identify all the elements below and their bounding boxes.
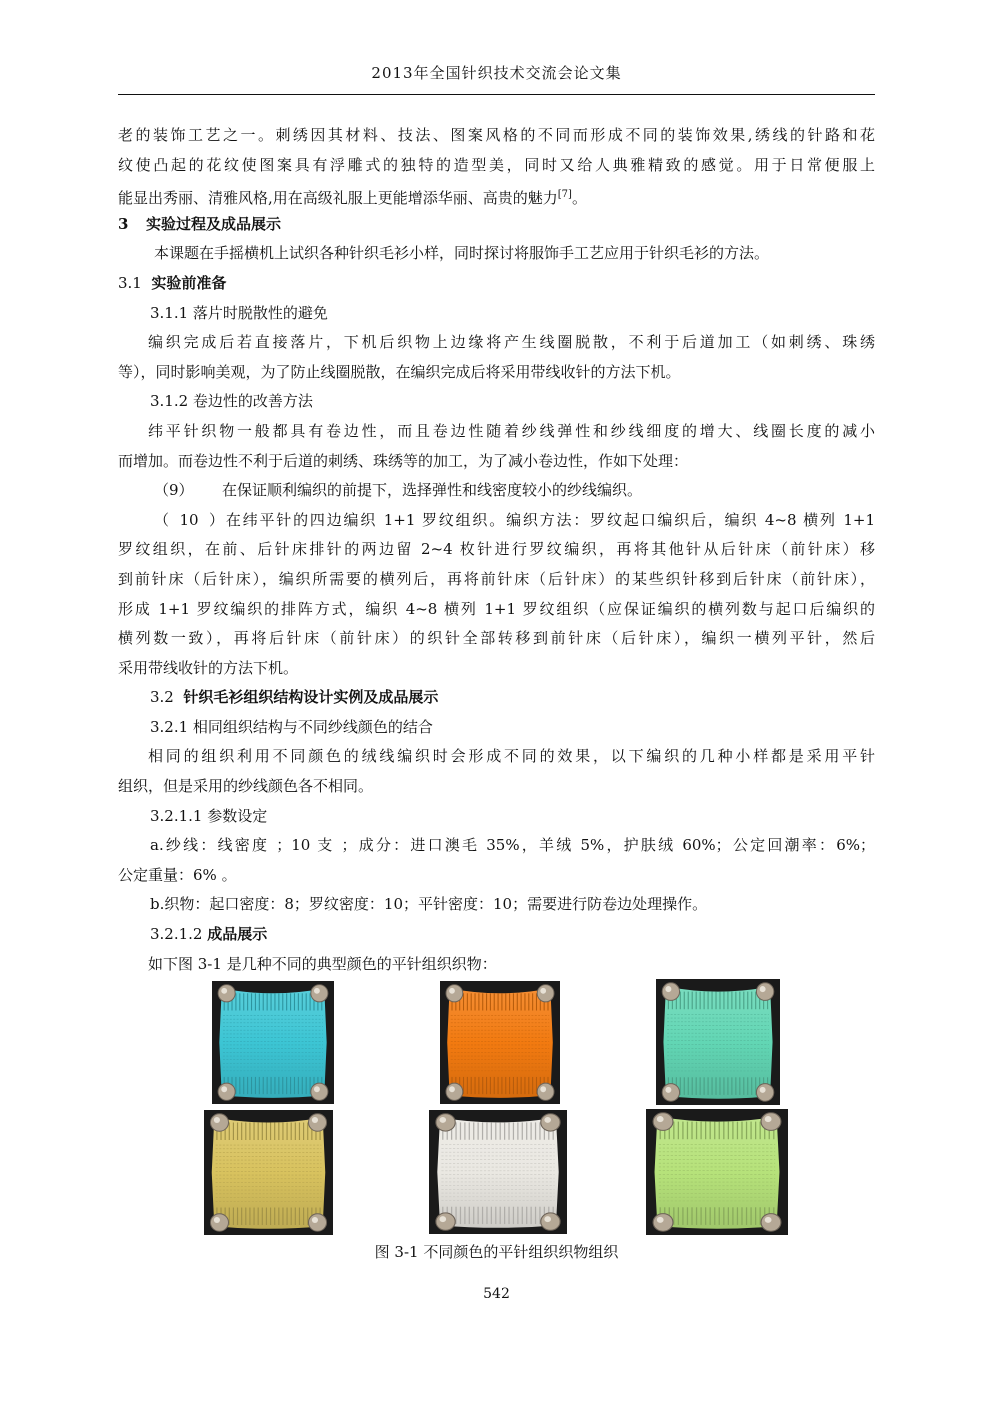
section-title: 成品展示 [207,925,268,944]
section-heading-3-2 [118,683,875,713]
swatch-illustration [204,1110,333,1235]
list-number: （9） [154,481,194,500]
pin [308,1214,326,1232]
list-number: （10） [154,510,224,529]
section-number: 3.2 [150,688,174,707]
pin [761,1214,781,1232]
pin [311,985,328,1002]
paragraph-line: a.纱线：线密度 ；10 支 ；成分：进口澳毛 35%，羊绒 5%，护肤绒 60%；公定回潮率：6%； [150,836,875,855]
swatch-photo-cyan [212,981,334,1104]
pin [218,1083,235,1100]
paragraph-line: 纹使凸起的花纹使图案具有浮雕式的独特的造型美，同时又给人典雅精致的感觉。用于日常便服上 [118,155,875,174]
header-rule [118,94,875,95]
subsection-heading-3-1-2: 3.1.2 卷边性的改善方法 [150,392,313,411]
paragraph-line: 形成 1+1 罗纹编织的排阵方式，编织 4~8 横列 1+1 罗纹组织（应保证编织的横列数与起口后编织的 [118,599,875,618]
section-number: 3.1 [118,273,142,292]
pin [308,1114,326,1132]
subsection-heading-3-2-1: 3.2.1 相同组织结构与不同纱线颜色的结合 [150,717,433,736]
section-title: 针织毛衫组织结构设计实例及成品展示 [183,688,439,707]
paragraph-line: 公定重量：6% 。 [118,865,237,884]
paragraph-line: 如下图 3-1 是几种不同的典型颜色的平针组织织物： [148,954,497,973]
paragraph-line: 罗纹组织，在前、后针床排针的两边留 2~4 枚针进行罗纹编织，再将其他针从后针床（前针床）移 [118,540,875,559]
section-heading-3-1 [118,269,875,299]
section-number: 3 [118,214,129,233]
list-item-9 [118,476,875,506]
pin [756,1084,773,1102]
swatch-photo-lime [646,1109,788,1235]
section-title: 实验前准备 [151,273,227,292]
pin [311,1083,328,1100]
running-header: 2013年全国针织技术交流会论文集 [371,64,622,82]
body-text [118,121,875,979]
citation-ref: [7] [557,189,572,201]
pin [446,1083,463,1100]
pin [756,983,773,1001]
swatch-illustration [440,981,560,1104]
paragraph-line: 老的装饰工艺之一。刺绣因其材料、技法、图案风格的不同而形成不同的装饰效果,绣线的针路和花 [118,126,875,144]
swatch-illustration [656,979,780,1105]
pin [218,985,235,1002]
pin [662,1084,679,1102]
pin [210,1114,228,1132]
figure-caption: 图 3-1 不同颜色的平针组织织物组织 [374,1243,619,1261]
swatch-photo-yellow [204,1110,333,1235]
pin [653,1214,673,1232]
paragraph-line: 等），同时影响美观，为了防止线圈脱散，在编织完成后将采用带线收针的方法下机。 [118,362,681,381]
swatch-illustration [646,1109,788,1235]
section-title: 实验过程及成品展示 [146,214,282,233]
subsection-heading-3-2-1-1: 3.2.1.1 参数设定 [150,806,268,825]
pin [761,1113,781,1131]
paragraph-line: 纬平针织物一般都具有卷边性，而且卷边性随着纱线弹性和纱线细度的增大、线圈长度的减小 [148,421,875,440]
swatch-illustration [429,1110,567,1234]
swatch-photo-orange [440,981,560,1104]
section-number: 3.2.1.2 [150,925,208,944]
subsection-heading-3-1-1: 3.1.1 落片时脱散性的避免 [150,303,328,322]
swatch-photo-white [429,1110,567,1234]
pin [446,985,463,1002]
paragraph-text: 能显出秀丽、清雅风格,用在高级礼服上更能增添华丽、高贵的魅力 [118,189,558,208]
pin [537,1083,554,1100]
paragraph-text: 。 [571,189,587,208]
pin [541,1213,560,1230]
paragraph-line: 组织，但是采用的纱线颜色各不相同。 [118,777,374,796]
section-heading-3 [118,210,875,240]
paragraph-line: 编织完成后若直接落片，下机后织物上边缘将产生线圈脱散，不利于后道加工（如刺绣、珠绣 [148,333,875,352]
paragraph-line: 采用带线收针的方法下机。 [118,658,299,677]
list-text: 在保证顺利编织的前提下，选择弹性和线密度较小的纱线编织。 [222,481,643,500]
paragraph-line: b.织物：起口密度：8；罗纹密度：10；平针密度：10；需要进行防卷边处理操作。 [150,895,708,914]
pin [537,985,554,1002]
subsection-heading-3-2-1-2 [118,920,875,950]
pin [662,983,679,1001]
paragraph-line: 而增加。而卷边性不利于后道的刺绣、珠绣等的加工，为了减小卷边性，作如下处理： [118,451,689,470]
pin [210,1214,228,1232]
paragraph-line: 横列数一致），再将后针床（前针床）的织针全部转移到前针床（后针床），编织一横列平针，然后 [118,629,875,648]
pin [653,1113,673,1131]
pin [436,1114,455,1131]
list-item-10 [118,506,875,536]
paragraph-line: 本课题在手摇横机上试织各种针织毛衫小样，同时探讨将服饰手工艺应用于针织毛衫的方法。 [154,244,770,263]
list-text: 在纬平针的四边编织 1+1 罗纹组织。编织方法：罗纹起口编织后，编织 4~8 横列 1+1 [224,510,875,529]
paragraph-line: 到前针床（后针床），编织所需要的横列后，再将前针床（后针床）的某些织针移到后针床（前针床）， [118,569,875,588]
paragraph-line [118,180,875,210]
swatch-illustration [212,981,334,1104]
swatch-photo-mint [656,979,780,1105]
pin [541,1114,560,1131]
pin [436,1213,455,1230]
paragraph-line: 相同的组织利用不同颜色的绒线编织时会形成不同的效果，以下编织的几种小样都是采用平针 [148,747,875,766]
page-number: 542 [483,1286,510,1302]
